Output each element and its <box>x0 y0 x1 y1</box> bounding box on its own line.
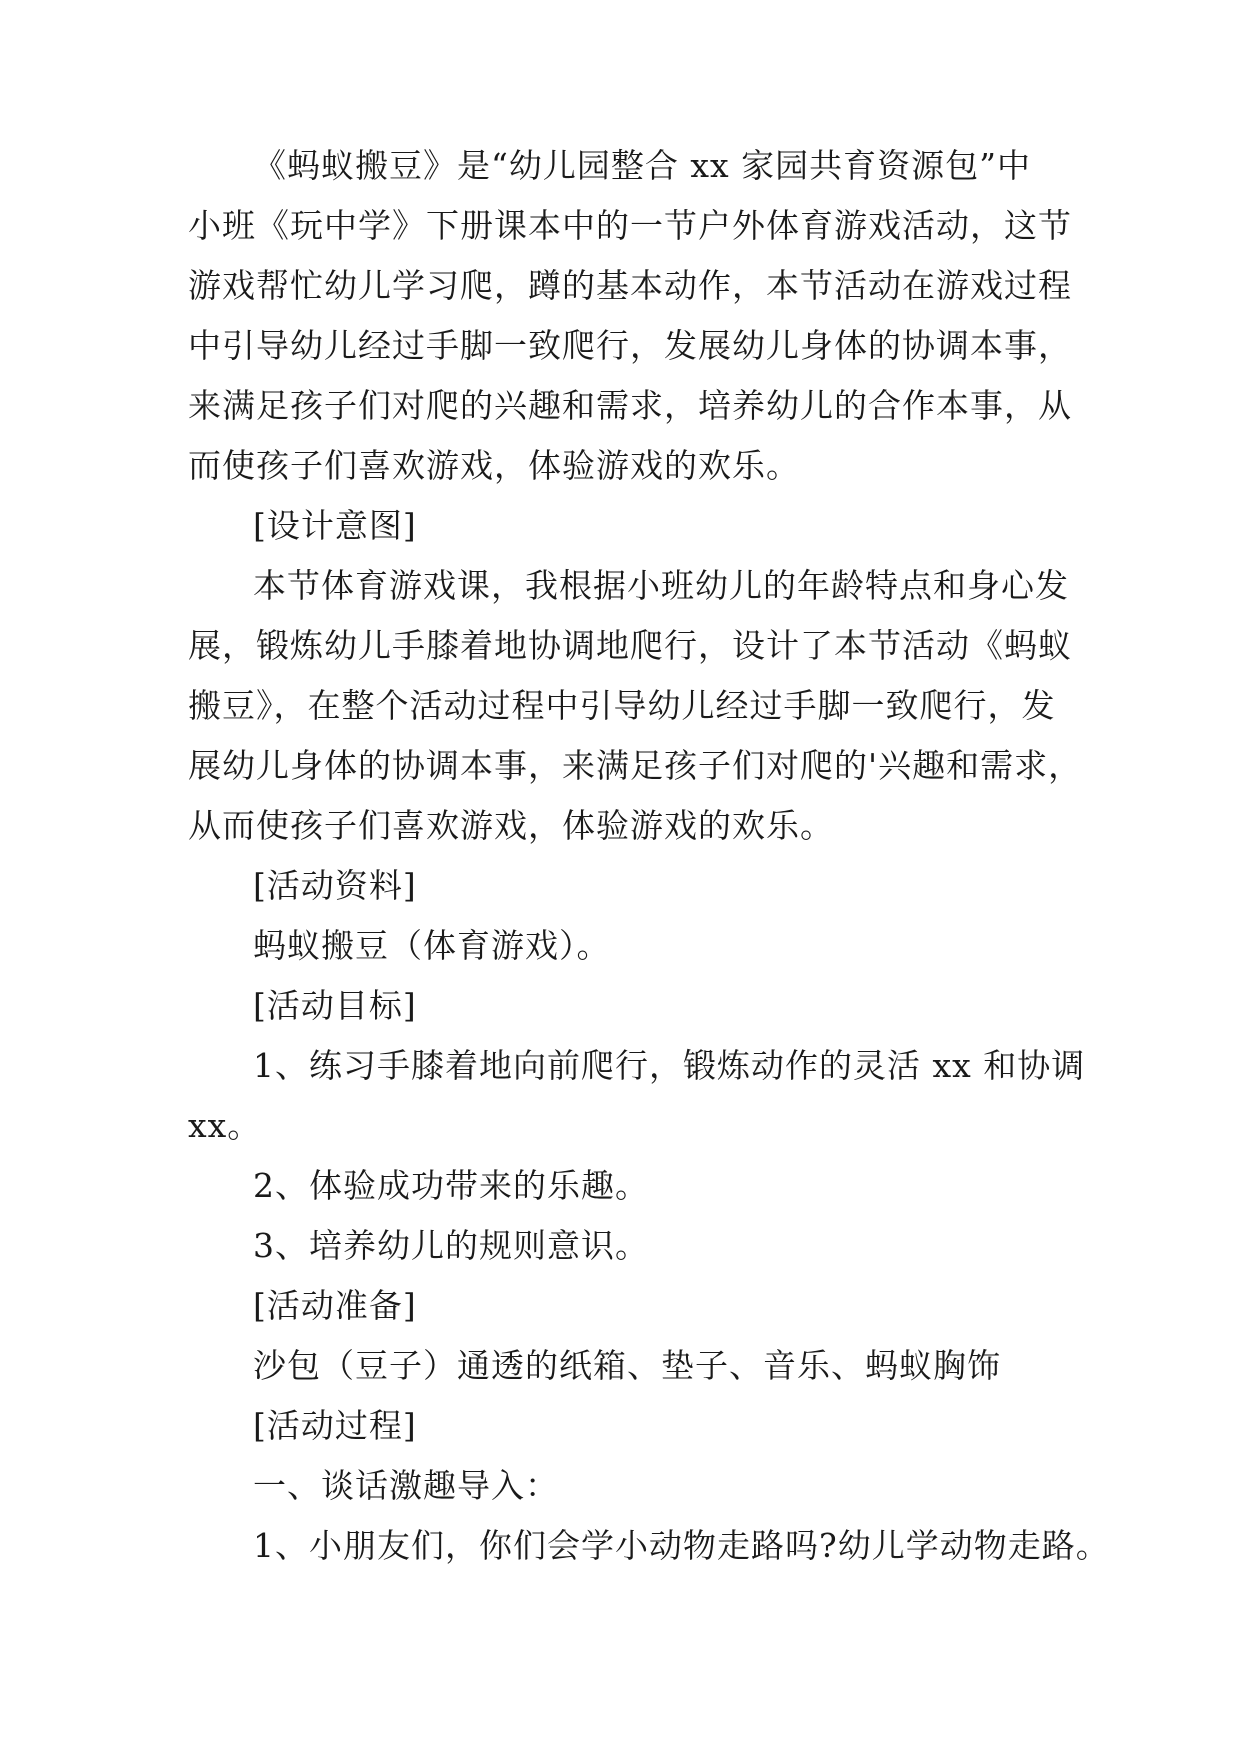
subheading: 一、谈话激趣导入： <box>253 1466 559 1505</box>
paragraph-line: 《蚂蚁搬豆》是“幼儿园整合 xx 家园共育资源包”中 <box>253 146 1031 185</box>
paragraph-line: 展，锻炼幼儿手膝着地协调地爬行，设计了本节活动《蚂蚁 <box>188 626 1072 665</box>
list-item: 1、小朋友们，你们会学小动物走路吗?幼儿学动物走路。 <box>253 1526 1110 1565</box>
paragraph-line: 从而使孩子们喜欢游戏，体验游戏的欢乐。 <box>188 806 834 845</box>
paragraph-line: 而使孩子们喜欢游戏，体验游戏的欢乐。 <box>188 446 800 485</box>
paragraph-line: 沙包（豆子）通透的纸箱、垫子、音乐、蚂蚁胸饰 <box>253 1346 1001 1385</box>
paragraph-line: 中引导幼儿经过手脚一致爬行，发展幼儿身体的协调本事， <box>188 326 1072 365</box>
section-heading-materials: [活动资料] <box>253 866 417 905</box>
list-item-continuation: xx。 <box>188 1106 262 1145</box>
paragraph-line: 展幼儿身体的协调本事，来满足孩子们对爬的'兴趣和需求， <box>188 746 1083 785</box>
paragraph-line: 蚂蚁搬豆（体育游戏）。 <box>253 926 611 965</box>
paragraph-line: 搬豆》，在整个活动过程中引导幼儿经过手脚一致爬行，发 <box>188 686 1056 725</box>
paragraph-line: 来满足孩子们对爬的兴趣和需求，培养幼儿的合作本事，从 <box>188 386 1072 425</box>
section-heading-design-intent: [设计意图] <box>253 506 417 545</box>
section-heading-process: [活动过程] <box>253 1406 417 1445</box>
section-heading-goals: [活动目标] <box>253 986 417 1025</box>
list-item: 1、练习手膝着地向前爬行，锻炼动作的灵活 xx 和协调 <box>253 1046 1086 1085</box>
paragraph-line: 小班《玩中学》下册课本中的一节户外体育游戏活动，这节 <box>188 206 1072 245</box>
list-item: 2、体验成功带来的乐趣。 <box>253 1166 649 1205</box>
paragraph-line: 本节体育游戏课，我根据小班幼儿的年龄特点和身心发 <box>253 566 1069 605</box>
list-item: 3、培养幼儿的规则意识。 <box>253 1226 649 1265</box>
section-heading-preparation: [活动准备] <box>253 1286 417 1325</box>
paragraph-line: 游戏帮忙幼儿学习爬，蹲的基本动作，本节活动在游戏过程 <box>188 266 1072 305</box>
